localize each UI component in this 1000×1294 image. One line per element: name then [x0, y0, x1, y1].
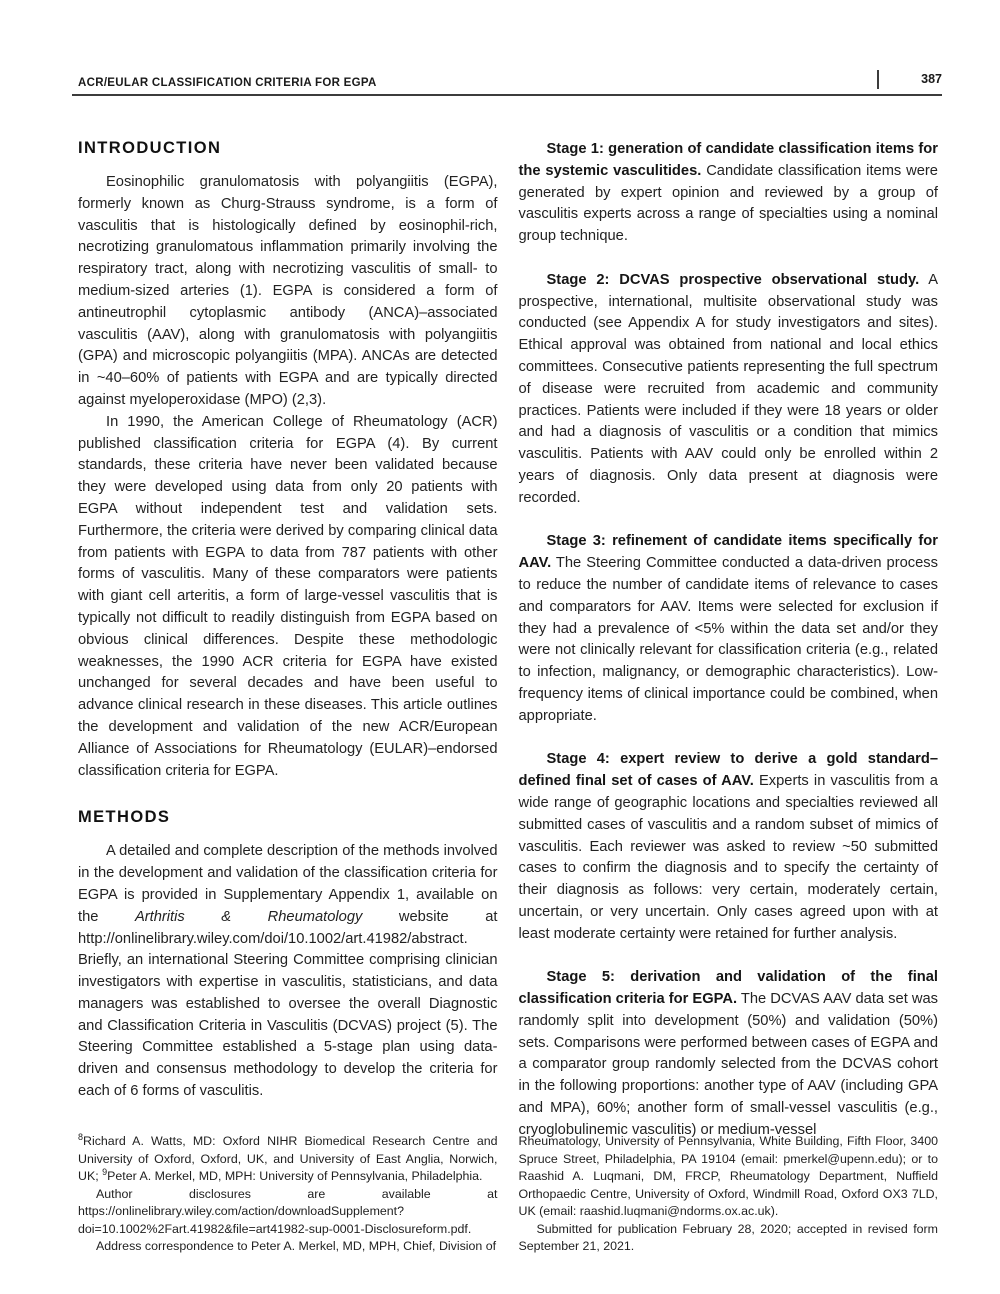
stage-1-paragraph: [519, 139, 939, 248]
stage-5-title: Stage 5: derivation and validation of the final classification criteria for EGPA.: [518, 969, 938, 1008]
journal-name-italic: Arthritis & Rheumatology: [134, 908, 363, 925]
text-segment: The DCVAS AAV data set was randomly split into development (50%) and validation (50%) sets. Comparisons were performed between cases of EGPA and a comparator group randomly selected from the DCVAS cohort in the following proportions: another type of AAV (including GPA and MPA), 60%; another form of small-vessel vasculitis (e.g., cryoglobulinemic vasculitis) or medium-vessel: [518, 991, 938, 1138]
text-segment: Candidate classification items were generated by expert opinion and reviewed by a group of vasculitis experts across a range of specialties using a nominal group technique.: [518, 162, 938, 245]
stage-4-paragraph: [519, 749, 939, 945]
footnote-correspondence-continued: Rheumatology, University of Pennsylvania, White Building, Fifth Floor, 3400 Spruce Street, Philadelphia, PA 19104 (email: pmerkel@upenn.edu); or to Raashid A. Luqmani, DM, FRCP, Rheumatology Department, Nuffield Orthopaedic Centre, University of Oxford, Windmill Road, Oxford OX3 7LD, UK (email: raashid.luqmani@ndorms.ox.ac.uk).: [518, 1134, 938, 1218]
footnote-left-column: [78, 1133, 498, 1256]
text-segment: Peter A. Merkel, MD, MPH: University of Pennsylvania, Philadelphia.: [107, 1169, 483, 1183]
stage-4-title: Stage 4: expert review to derive a gold standard–defined final set of cases of AAV.: [518, 751, 938, 790]
text-segment: Richard A. Watts, MD: Oxford NIHR Biomedical Research Centre and University of Oxford, Oxford, UK, and University of East Anglia, Norwich, UK;: [78, 1134, 498, 1183]
stage-2-title: Stage 2: DCVAS prospective observational study.: [546, 271, 920, 288]
intro-paragraph-2: In 1990, the American College of Rheumatology (ACR) published classification criteria for EGPA (4). By current standards, these criteria have never been validated because they were developed using data from only 20 patients with EGPA without independent test and validation sets. Furthermore, the criteria were derived by comparing clinical data from patients with EGPA to data from 787 patients with other forms of vasculitis. Many of these comparators were patients with giant cell arteritis, a form of large-vessel vasculitis that is typically not difficult to readily distinguish from EGPA based on obvious clinical differences. Despite these methodologic weaknesses, the 1990 ACR criteria for EGPA have existed unchanged for several decades and have been useful to advance clinical research in these diseases. This article outlines the development and validation of the new ACR/European Alliance of Associations for Rheumatology (EULAR)–endorsed classification criteria for EGPA.: [78, 413, 498, 779]
footnotes: [78, 1133, 938, 1256]
running-head: [72, 70, 942, 96]
intro-paragraph-1: Eosinophilic granulomatosis with polyangiitis (EGPA), formerly known as Churg-Strauss syndrome, is a form of vasculitis that is histologically defined by eosinophil-rich, necrotizing granulomatous inflammation primarily involving the respiratory tract, along with necrotizing vasculitis of small- to medium-sized arteries (1). EGPA is considered a form of antineutrophil cytoplasmic antibody (ANCA)–associated vasculitis (AAV), along with granulomatosis with polyangiitis (GPA) and microscopic polyangiitis (MPA). ANCAs are detected in ~40–60% of patients with EGPA and are typically directed against myeloperoxidase (MPO) (2,3).: [78, 174, 498, 408]
section-heading-methods: METHODS: [78, 808, 171, 827]
stage-3-paragraph: [519, 531, 939, 727]
right-column: [519, 139, 939, 1142]
text-segment: website at http://onlinelibrary.wiley.com/doi/10.1002/art.41982/abstract. Briefly, an international Steering Committee comprising clinician investigators with expertise in vasculitis, statisticians, and data managers was established to oversee the overall Diagnostic and Classification Criteria in Vasculitis (DCVAS) project (5). The Steering Committee established a 5-stage plan using data-driven and consensus methodology to develop the criteria for each of 6 forms of vasculitis.: [78, 908, 498, 1100]
footnote-disclosures: Author disclosures are available at https://onlinelibrary.wiley.com/action/downloadSupplement?doi=10.1002%2Fart.41982&file=art41982-sup-0001-Disclosureform.pdf.: [78, 1186, 498, 1236]
footnote-correspondence: Address correspondence to Peter A. Merkel, MD, MPH, Chief, Division of: [96, 1239, 497, 1253]
footnote-marker-8: 8: [78, 1131, 84, 1142]
text-segment: A detailed and complete description of the methods involved in the development and validation of the classification criteria for EGPA is provided in Supplementary Appendix 1, available on the: [78, 843, 498, 925]
left-column: [78, 139, 498, 1142]
two-column-body: [78, 139, 938, 1142]
stage-2-paragraph: [519, 270, 939, 510]
section-heading-introduction: INTRODUCTION: [78, 139, 222, 157]
page-number: 387: [877, 70, 942, 89]
footnote-right-column: [519, 1133, 939, 1256]
footnote-affiliations: [78, 1133, 498, 1186]
running-title: ACR/EULAR CLASSIFICATION CRITERIA FOR EGPA: [78, 77, 377, 89]
text-segment: A prospective, international, multisite observational study was conducted (see Appendix A for study investigators and sites). Ethical approval was obtained from national and local ethics committees. Consecutive patients representing the full spectrum of disease were recruited from academic and community practices. Patients were included if they were 18 years or older and had a diagnosis of vasculitis or a condition that mimics vasculitis. Patients with AAV could only be enrolled within 2 years of diagnosis. Only data present at diagnosis were recorded.: [518, 271, 938, 506]
stage-5-paragraph: [519, 967, 939, 1141]
text-segment: Experts in vasculitis from a wide range of geographic locations and specialties reviewed all submitted cases of vasculitis and a random subset of mimics of vasculitis. Each reviewer was asked to review ~50 submitted cases to confirm the diagnosis and to specify the certainty of their diagnosis as follows: very certain, moderately certain, uncertain, or very uncertain. Only cases agreed upon with at least moderate certainty were retained for further analysis.: [518, 773, 938, 942]
footnote-marker-9: 9: [102, 1166, 108, 1177]
stage-1-title: Stage 1: generation of candidate classification items for the systemic vasculitides.: [518, 141, 938, 179]
stage-3-title: Stage 3: refinement of candidate items specifically for AAV.: [518, 533, 938, 572]
methods-paragraph-1: [78, 841, 498, 1103]
text-segment: The Steering Committee conducted a data-driven process to reduce the number of candidate items of relevance to cases and comparators for AAV. Items were selected for exclusion if they had a prevalence of <5% within the data set and/or they were not clinically relevant for classification criteria (e.g., related to infection, malignancy, or demographic characteristics). Low-frequency items of clinical importance could be combined, when appropriate.: [518, 555, 938, 724]
footnote-submitted: Submitted for publication February 28, 2020; accepted in revised form September 21, 2021.: [518, 1221, 938, 1253]
